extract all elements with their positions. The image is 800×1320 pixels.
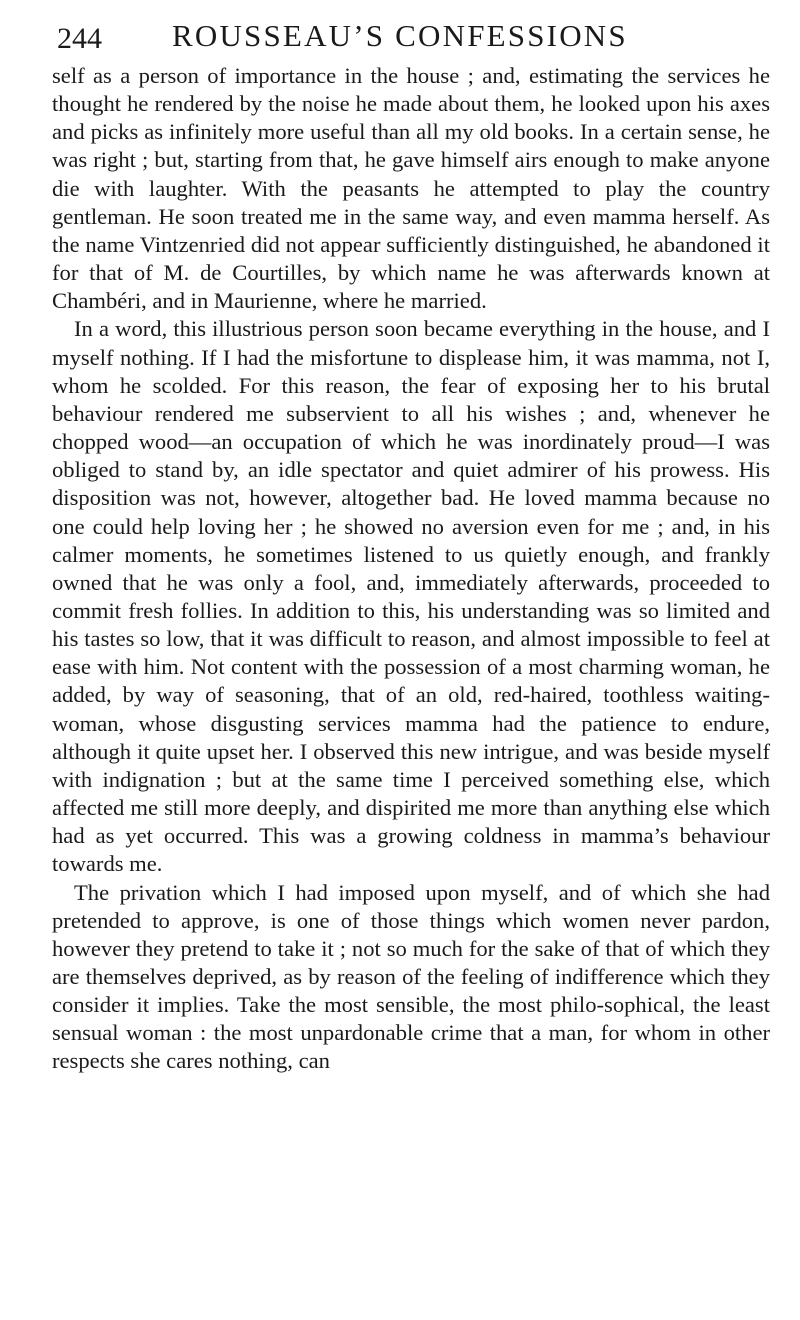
running-title: ROUSSEAU’S CONFESSIONS — [172, 18, 628, 53]
paragraph: In a word, this illustrious person soon became everything in the house, and I myself nothing. If I had the misfortune to displease him, it was mamma, not I, whom he scolded. For this reason, the fear of exposing her to his brutal behaviour rendered me subservient to all his wishes ; and, whenever he chopped wood—an occupation of which he was inordinately proud—I was obliged to stand by, an idle spectator and quiet admirer of his prowess. His disposition was not, however, altogether bad. He loved mamma because no one could help loving her ; he showed no aversion even for me ; and, in his calmer moments, he sometimes listened to us quietly enough, and frankly owned that he was only a fool, and, immediately afterwards, proceeded to commit fresh follies. In addition to this, his understanding was so limited and his tastes so low, that it was difficult to reason, and almost impossible to feel at ease with him. Not content with the possession of a most charming woman, he added, by way of seasoning, that of an old, red-haired, toothless waiting-woman, whose disgusting services mamma had the patience to endure, although it quite upset her. I observed this new intrigue, and was beside myself with indignation ; but at the same time I perceived something else, which affected me still more deeply, and dispirited me more than anything else which had as yet occurred. This was a growing coldness in mamma’s behaviour towards me. — [52, 316, 770, 877]
paragraph-continued: self as a person of importance in the house ; and, estimating the services he thought he rendered by the noise he made about them, he looked upon his axes and picks as infinitely more useful than all my old books. In a certain sense, he was right ; but, starting from that, he gave himself airs enough to make anyone die with laughter. With the peasants he attempted to play the country gentleman. He soon treated me in the same way, and even mamma herself. As the name Vintzenried did not appear sufficiently distinguished, he abandoned it for that of M. de Courtilles, by which name he was afterwards known at Chambéri, and in Maurienne, where he married. — [52, 63, 770, 314]
page-number: 244 — [57, 22, 102, 55]
book-page — [52, 14, 770, 1076]
body-text — [52, 62, 770, 1076]
running-head — [52, 14, 770, 62]
paragraph: The privation which I had imposed upon myself, and of which she had pretended to approve, is one of those things which women never pardon, however they pretend to take it ; not so much for the sake of that of which they are themselves deprived, as by reason of the feeling of indifference which they consider it implies. Take the most sensible, the most philo-sophical, the least sensual woman : the most unpardonable crime that a man, for whom in other respects she cares nothing, can — [52, 879, 770, 1074]
